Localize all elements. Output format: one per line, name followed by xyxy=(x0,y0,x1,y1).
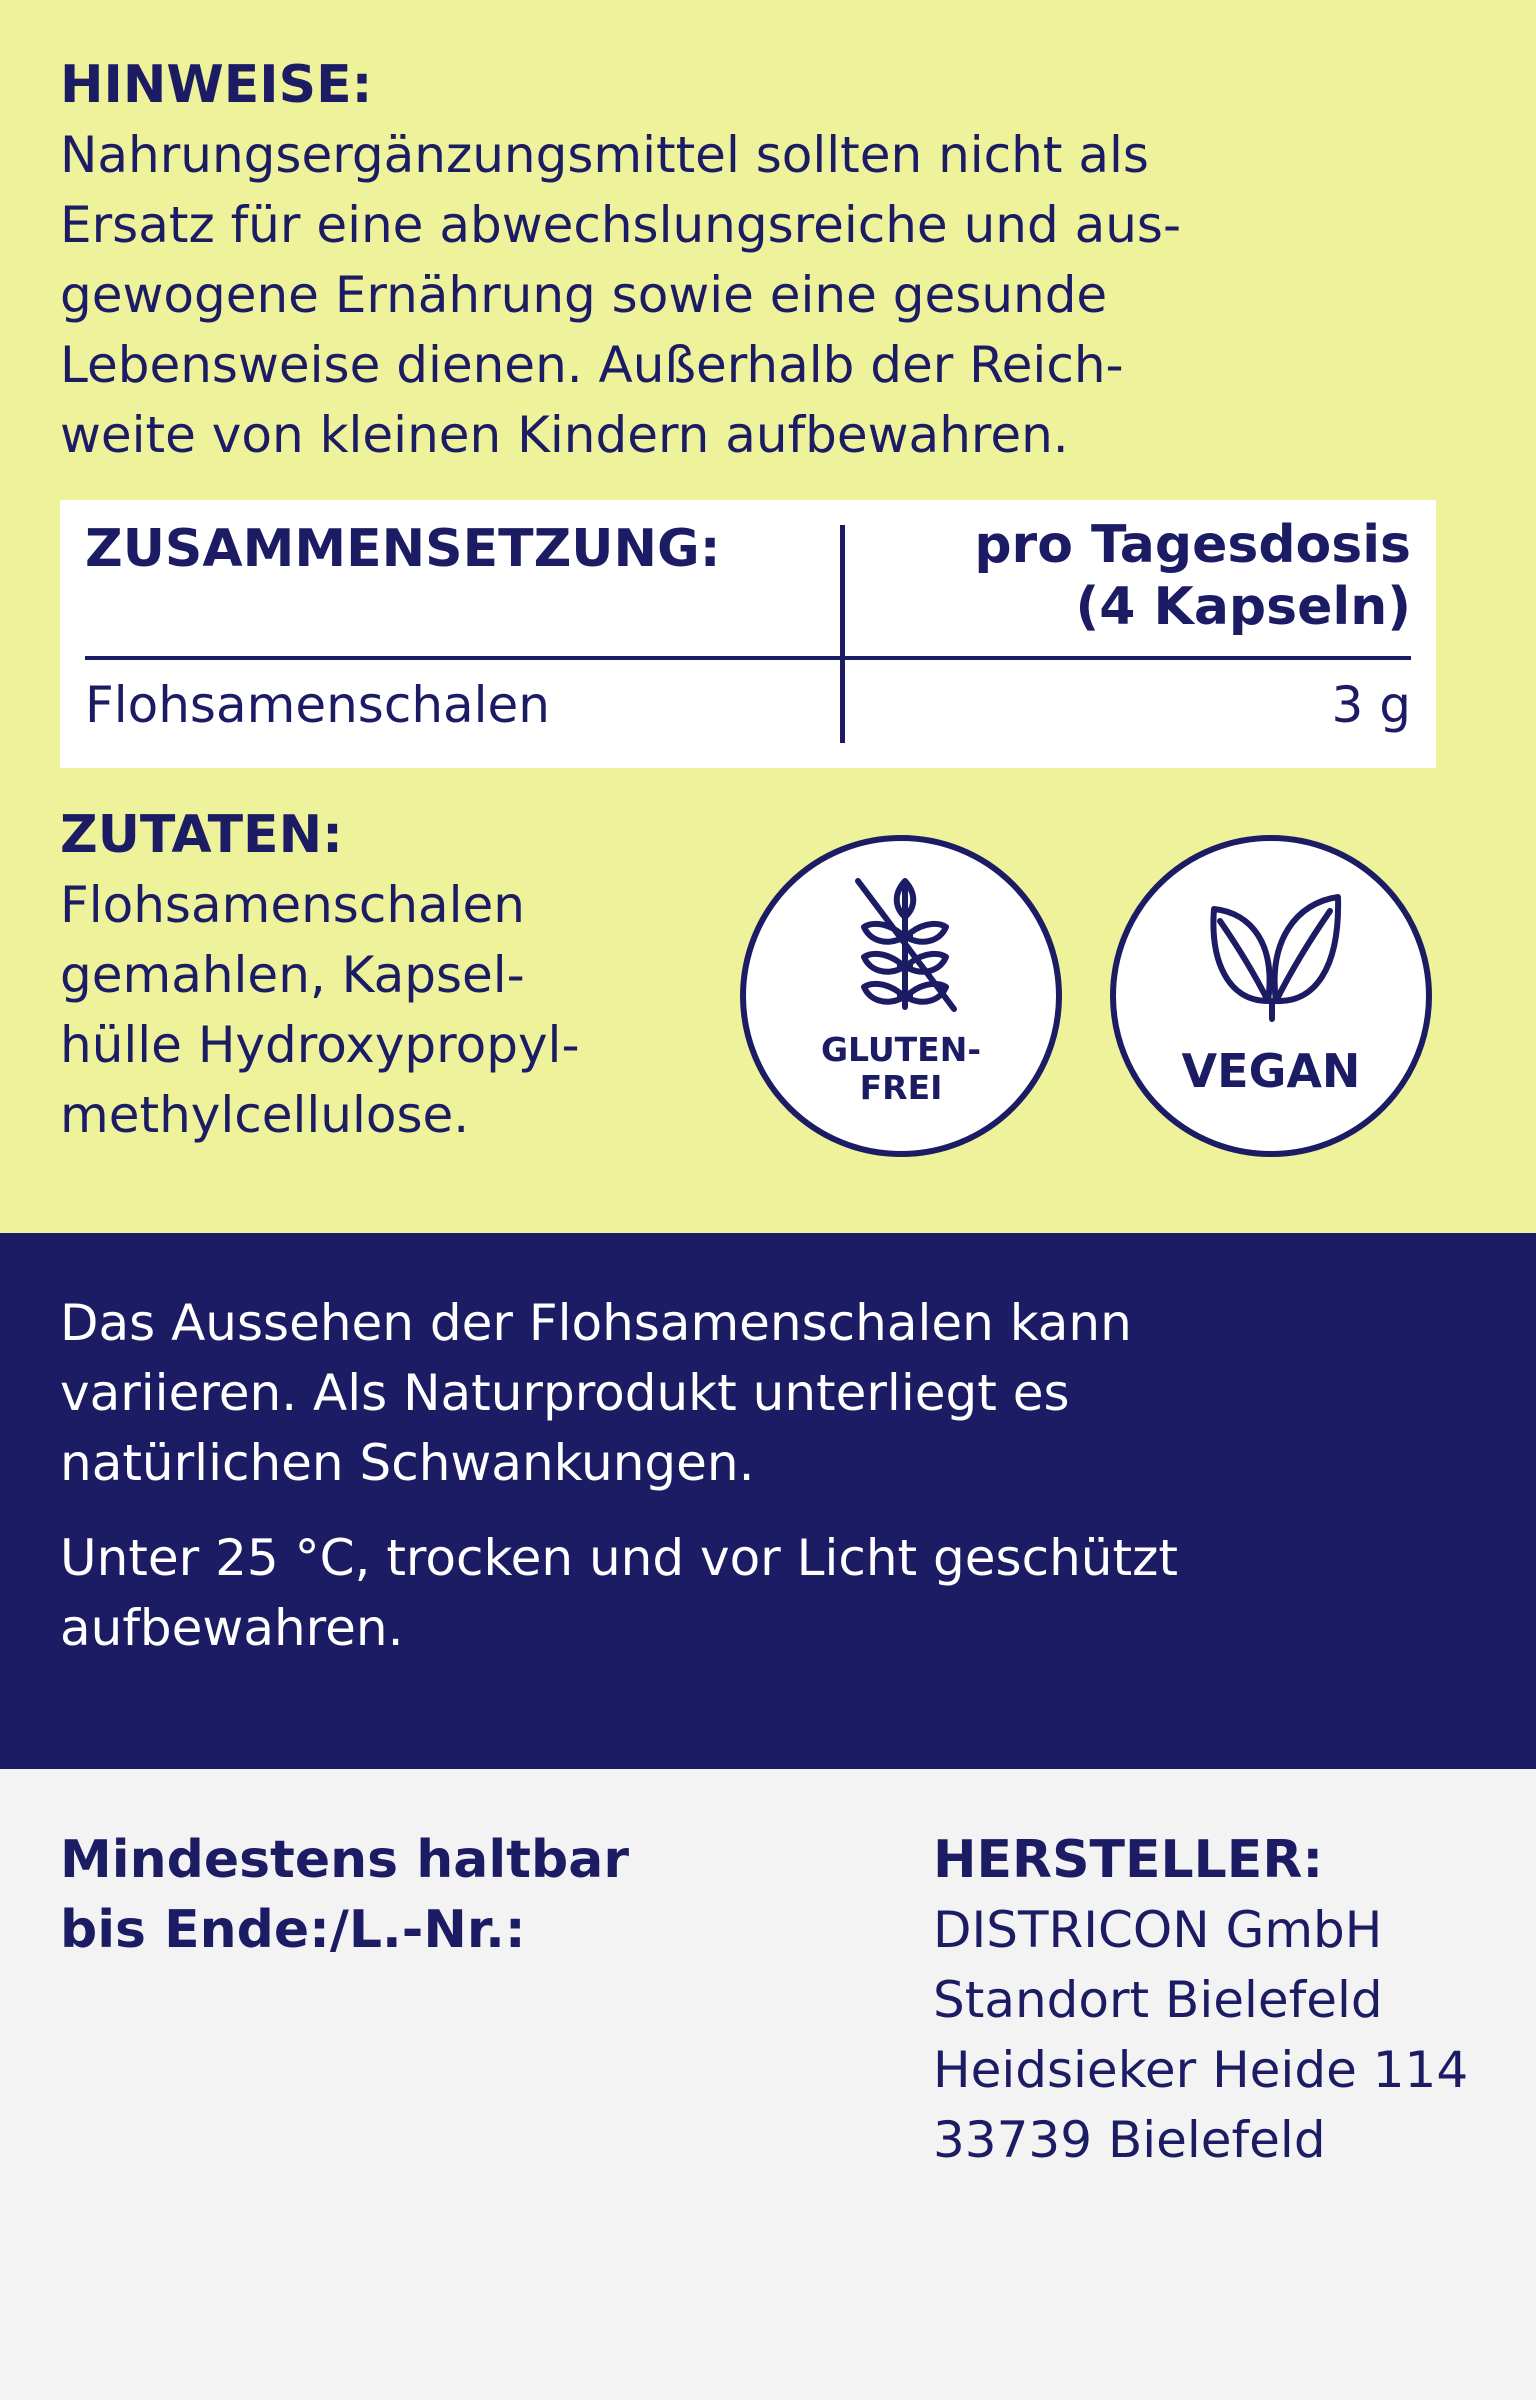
hinweise-line: weite von kleinen Kindern aufbewahren. xyxy=(60,406,1069,464)
appearance-note-line: natürlichen Schwankungen. xyxy=(60,1434,755,1492)
vegan-label: VEGAN xyxy=(1181,1044,1361,1098)
hinweise-line: Ersatz für eine abwechslungsreiche und aus- xyxy=(60,196,1182,254)
zutaten-block xyxy=(60,800,700,1150)
appearance-note-line: Das Aussehen der Flohsamenschalen kann xyxy=(60,1294,1132,1352)
zutaten-title: ZUTATEN: xyxy=(60,805,343,865)
hinweise-line: Lebensweise dienen. Außerhalb der Reich- xyxy=(60,336,1124,394)
leaves-icon xyxy=(1116,841,1426,1151)
storage-note xyxy=(60,1523,1480,1663)
gluten-free-label-line: FREI xyxy=(859,1068,943,1107)
table-vertical-divider xyxy=(840,525,845,743)
best-before-line: Mindestens haltbar xyxy=(60,1830,629,1890)
hinweise-line: Nahrungsergänzungsmittel sollten nicht als xyxy=(60,126,1149,184)
manufacturer-line: Heidsieker Heide 114 xyxy=(933,2041,1469,2099)
hinweise-block xyxy=(60,50,1480,470)
composition-table xyxy=(60,500,1436,768)
zutaten-line: gemahlen, Kapsel- xyxy=(60,946,525,1004)
zutaten-text xyxy=(60,870,700,1150)
storage-note-line: aufbewahren. xyxy=(60,1599,404,1657)
storage-info-text xyxy=(60,1288,1480,1663)
hinweise-line: gewogene Ernährung sowie eine gesunde xyxy=(60,266,1108,324)
best-before-line: bis Ende:/L.-Nr.: xyxy=(60,1900,526,1960)
manufacturer-address xyxy=(933,1895,1533,2175)
manufacturer-block xyxy=(933,1825,1533,2175)
ingredient-amount: 3 g xyxy=(1331,676,1411,734)
gluten-free-label-line: GLUTEN- xyxy=(820,1030,982,1069)
hinweise-text xyxy=(60,120,1480,470)
zutaten-line: Flohsamenschalen xyxy=(60,876,525,934)
manufacturer-line: Standort Bielefeld xyxy=(933,1971,1383,2029)
zutaten-line: methylcellulose. xyxy=(60,1086,470,1144)
best-before-block xyxy=(60,1825,860,1965)
best-before-label xyxy=(60,1825,860,1965)
manufacturer-title: HERSTELLER: xyxy=(933,1830,1324,1890)
vegan-badge xyxy=(1110,835,1432,1157)
manufacturer-line: 33739 Bielefeld xyxy=(933,2111,1326,2169)
ingredient-name: Flohsamenschalen xyxy=(85,676,550,734)
zutaten-line: hülle Hydroxypropyl- xyxy=(60,1016,580,1074)
storage-info-section xyxy=(0,1233,1536,1769)
dose-header-line: (4 Kapseln) xyxy=(1075,577,1411,637)
table-horizontal-divider xyxy=(85,656,1411,660)
composition-header: ZUSAMMENSETZUNG: xyxy=(85,519,721,579)
appearance-note-line: variieren. Als Naturprodukt unterliegt es xyxy=(60,1364,1070,1422)
manufacturer-section xyxy=(0,1769,1536,2400)
gluten-free-label xyxy=(746,1031,1056,1107)
gluten-free-badge xyxy=(740,835,1062,1157)
appearance-note xyxy=(60,1288,1480,1498)
storage-note-line: Unter 25 °C, trocken und vor Licht geschützt xyxy=(60,1529,1178,1587)
hinweise-title: HINWEISE: xyxy=(60,55,373,115)
dose-header-line: pro Tagesdosis xyxy=(974,515,1411,575)
dose-header xyxy=(974,514,1411,638)
manufacturer-line: DISTRICON GmbH xyxy=(933,1901,1383,1959)
